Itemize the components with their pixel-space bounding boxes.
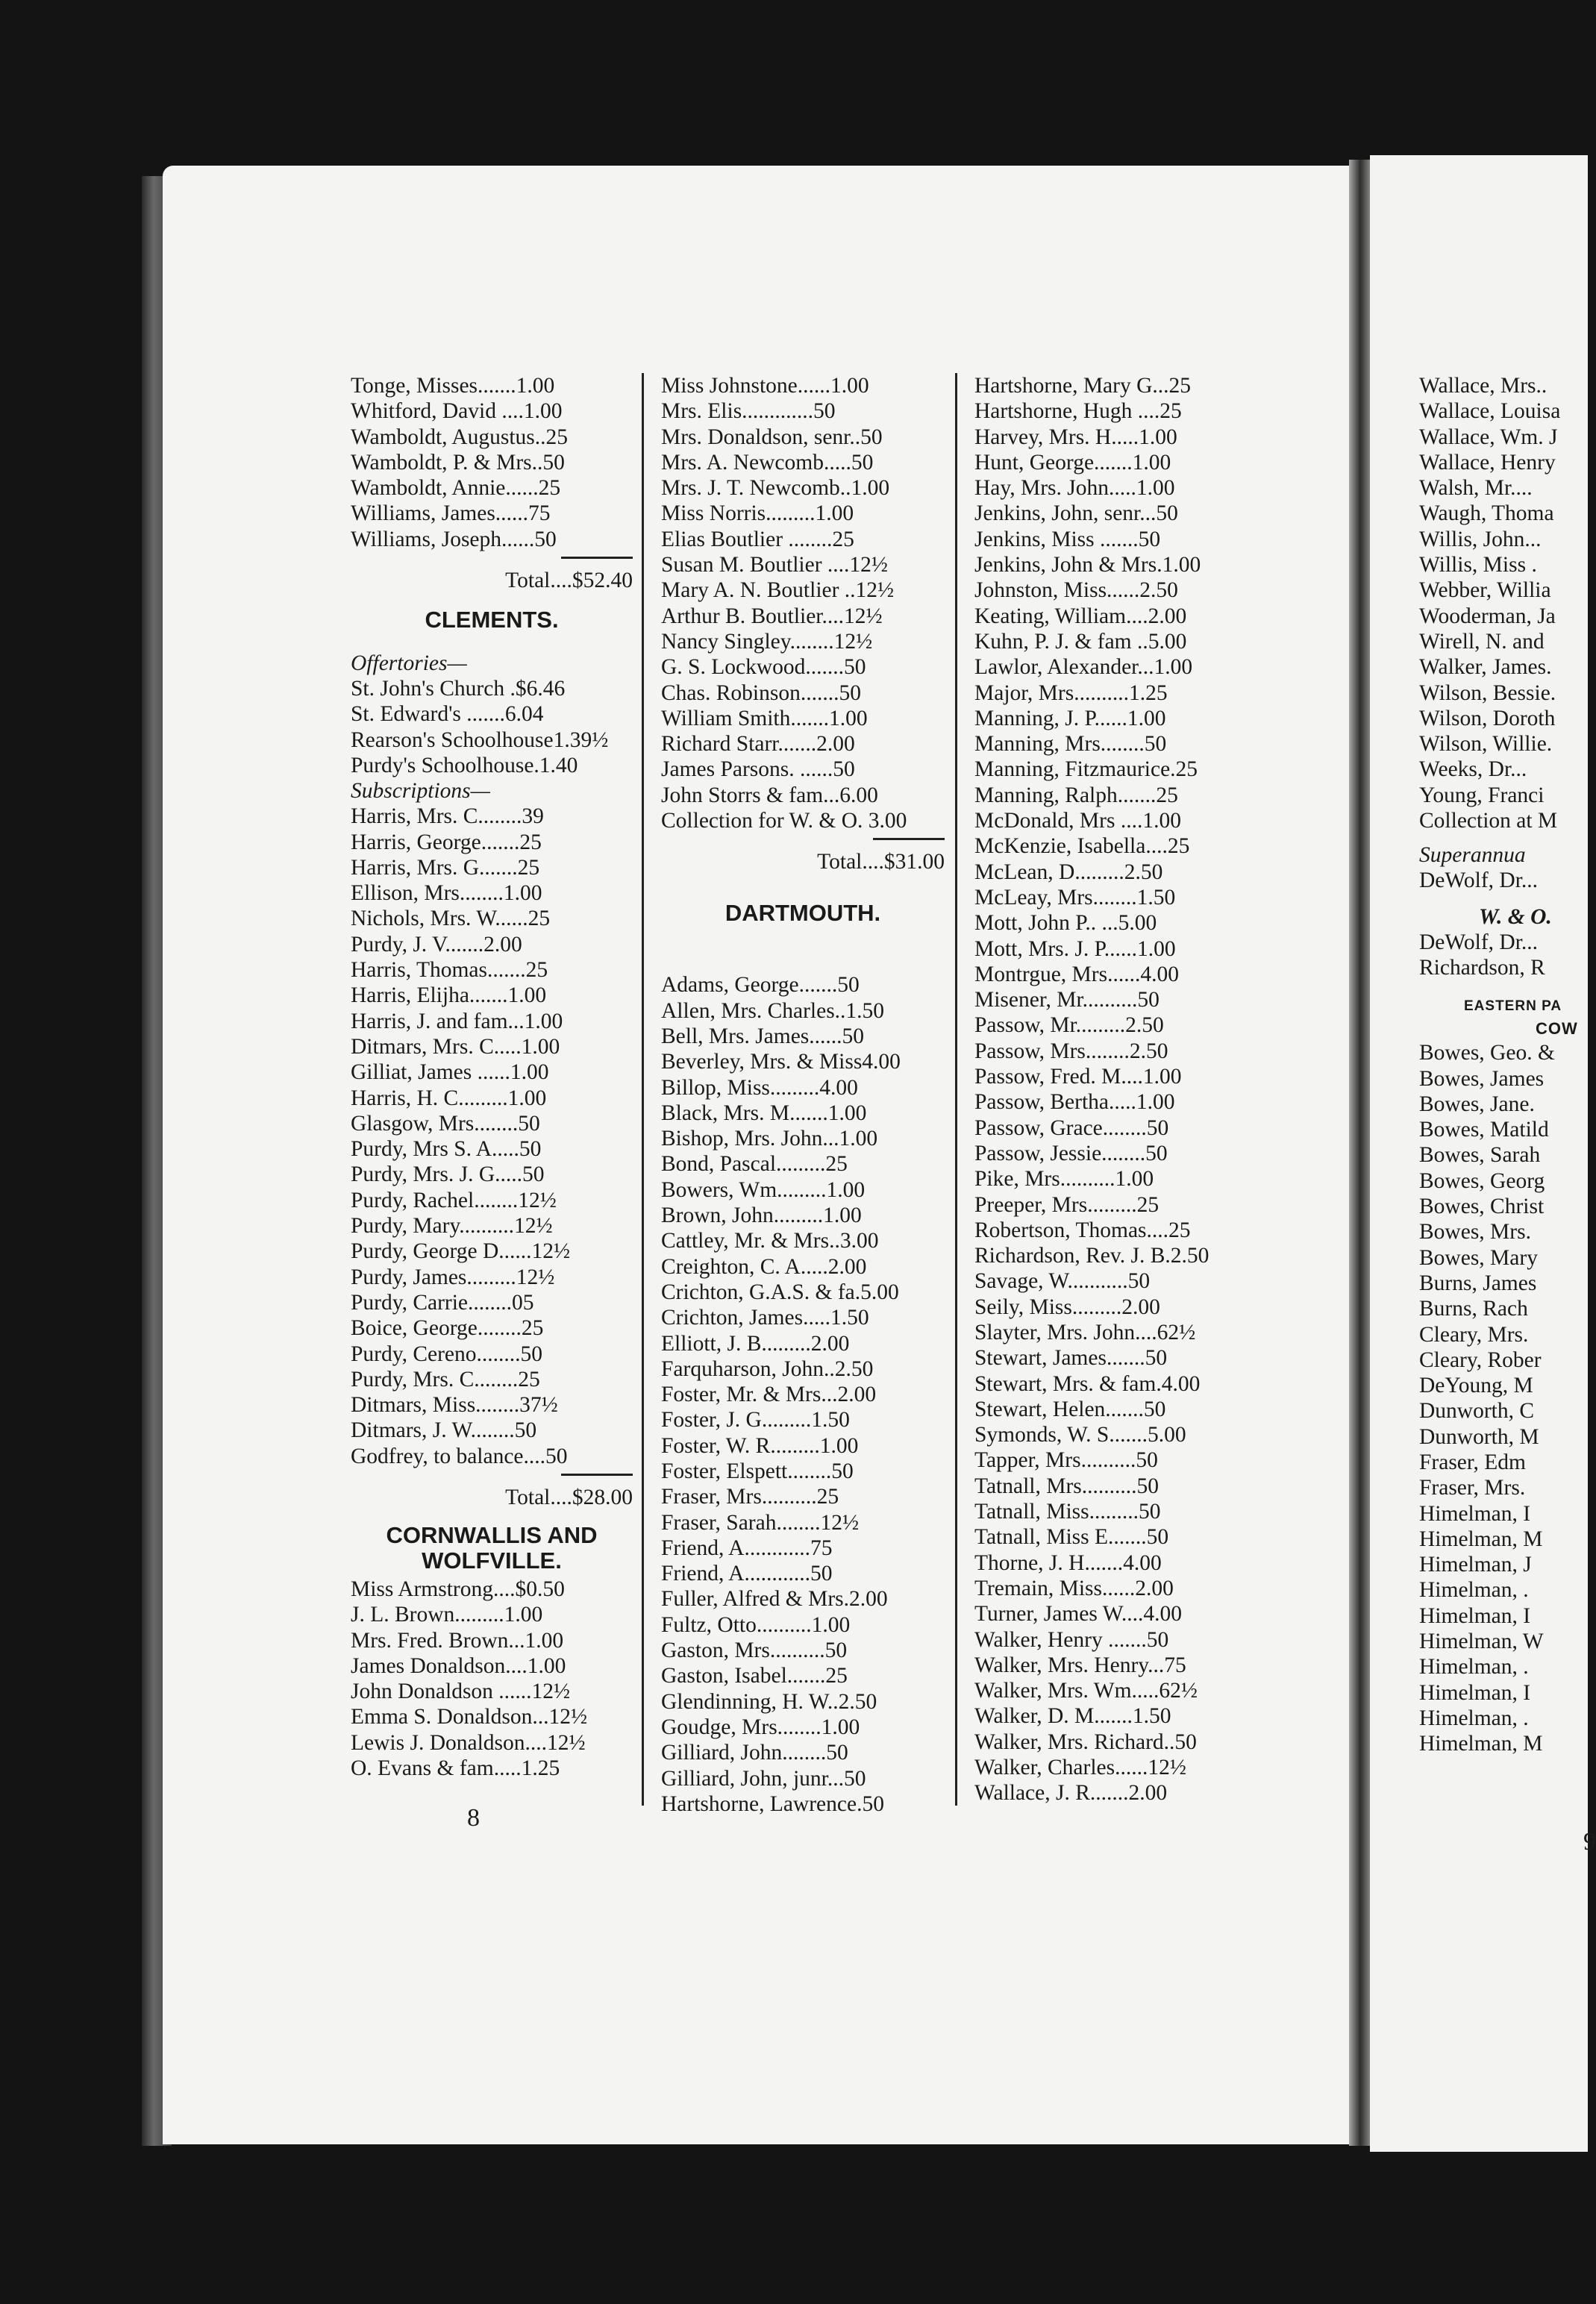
list-entry: Ditmars, J. W........50 (351, 1418, 537, 1443)
book-gutter (1349, 160, 1371, 2146)
list-entry: Tremain, Miss......2.00 (974, 1576, 1174, 1600)
eastern-label-2: COW (1536, 1019, 1578, 1039)
list-entry: James Parsons. ......50 (661, 757, 855, 782)
list-entry: Crichton, G.A.S. & fa.5.00 (661, 1280, 899, 1304)
list-entry: Tatnall, Miss E.......50 (974, 1525, 1169, 1550)
dartmouth-list (661, 972, 945, 1817)
list-entry: Bell, Mrs. James......50 (661, 1024, 865, 1048)
list-entry: Mott, Mrs. J. P......1.00 (974, 936, 1176, 961)
subscriptions-list (351, 804, 633, 1469)
list-entry: Himelman, I (1419, 1680, 1531, 1705)
list-entry: Purdy, Mary..........12½ (351, 1214, 553, 1239)
list-entry: Hunt, George.......1.00 (974, 450, 1171, 475)
list-entry: Mrs. J. T. Newcomb..1.00 (661, 476, 890, 501)
list-entry: Bowes, Christ (1419, 1195, 1545, 1219)
list-entry: Himelman, . (1419, 1578, 1529, 1603)
list-entry: Himelman, W (1419, 1630, 1544, 1654)
list-entry: Lewis J. Donaldson....12½ (351, 1730, 586, 1755)
list-entry: Walsh, Mr.... (1419, 476, 1533, 501)
list-entry: Harvey, Mrs. H.....1.00 (974, 425, 1177, 449)
entries (661, 373, 945, 833)
list-entry: Richardson, Rev. J. B.2.50 (974, 1244, 1209, 1268)
list-entry: Crichton, James.....1.50 (661, 1306, 869, 1330)
list-entry: Himelman, . (1419, 1655, 1529, 1680)
list-entry: Himelman, . (1419, 1706, 1529, 1730)
list-entry: Turner, James W....4.00 (974, 1602, 1182, 1627)
list-entry: Montrgue, Mrs......4.00 (974, 962, 1179, 986)
list-entry: Purdy, Cereno........50 (351, 1342, 543, 1366)
section-heading-cornwallis: CORNWALLIS AND WOLFVILLE. (386, 1521, 598, 1574)
list-entry: Allen, Mrs. Charles..1.50 (661, 998, 885, 1023)
list-entry: Stewart, Helen.......50 (974, 1397, 1166, 1421)
list-entry: Keating, William....2.00 (974, 604, 1187, 628)
list-entry: Ellison, Mrs........1.00 (351, 881, 542, 906)
offertories-list (351, 676, 633, 778)
total-rule (561, 1474, 633, 1482)
offertories-label: Offertories— (351, 651, 467, 676)
list-entry: Tatnall, Mrs..........50 (974, 1474, 1160, 1498)
list-entry: Fraser, Mrs..........25 (661, 1485, 839, 1509)
list-entry: Major, Mrs..........1.25 (974, 680, 1168, 705)
list-entry: Goudge, Mrs........1.00 (661, 1715, 860, 1739)
list-entry: McDonald, Mrs ....1.00 (974, 809, 1181, 833)
list-entry: Cleary, Rober (1419, 1347, 1542, 1372)
list-entry: William Smith.......1.00 (661, 706, 868, 730)
list-entry: Fraser, Sarah........12½ (661, 1510, 860, 1535)
list-entry: Himelman, M (1419, 1732, 1543, 1756)
list-entry: Fultz, Otto..........1.00 (661, 1612, 851, 1637)
list-entry: DeYoung, M (1419, 1374, 1533, 1398)
list-entry: Bowes, James (1419, 1066, 1545, 1091)
list-entry: Walker, Mrs. Henry...75 (974, 1653, 1186, 1677)
list-entry: Emma S. Donaldson...12½ (351, 1705, 588, 1729)
eastern-list (1419, 1040, 1588, 1756)
column-1 (351, 373, 633, 1781)
list-entry: Purdy, Carrie........05 (351, 1290, 534, 1315)
list-entry: Manning, Mrs........50 (974, 732, 1167, 757)
list-entry: Cleary, Mrs. (1419, 1322, 1529, 1347)
list-entry: Burns, James (1419, 1271, 1537, 1295)
list-entry: Kuhn, P. J. & fam ..5.00 (974, 629, 1187, 654)
list-entry: Wilson, Willie. (1419, 732, 1553, 757)
list-entry: Young, Franci (1419, 783, 1545, 807)
list-entry: Misener, Mr..........50 (974, 988, 1160, 1012)
list-entry: Mrs. Fred. Brown...1.00 (351, 1628, 564, 1653)
list-entry: Cattley, Mr. & Mrs..3.00 (661, 1229, 879, 1253)
list-entry: Dunworth, C (1419, 1399, 1535, 1424)
total-amount: Total....$28.00 (505, 1485, 633, 1509)
list-entry: Willis, John... (1419, 527, 1542, 551)
list-entry: McLean, D.........2.50 (974, 860, 1163, 884)
list-entry: Himelman, M (1419, 1527, 1543, 1551)
list-entry: Gaston, Mrs..........50 (661, 1638, 848, 1663)
list-entry: Tonge, Misses.......1.00 (351, 374, 555, 398)
list-entry: Walker, D. M.......1.50 (974, 1704, 1171, 1729)
list-entry: Wamboldt, Augustus..25 (351, 425, 568, 449)
section-heading-dartmouth: DARTMOUTH. (725, 900, 881, 927)
list-entry: Fuller, Alfred & Mrs.2.00 (661, 1587, 888, 1612)
column-4-partial (1419, 373, 1588, 1757)
list-entry: Purdy, Mrs. J. G.....50 (351, 1162, 545, 1187)
list-entry: Black, Mrs. M.......1.00 (661, 1101, 867, 1125)
list-entry: Chas. Robinson.......50 (661, 680, 861, 705)
list-entry: Collection at M (1419, 809, 1558, 833)
list-entry: St. John's Church .$6.46 (351, 677, 566, 701)
list-entry: Wamboldt, P. & Mrs..50 (351, 450, 565, 475)
list-entry: Weeks, Dr... (1419, 757, 1527, 782)
list-entry: Purdy's Schoolhouse.1.40 (351, 753, 578, 777)
list-entry: Ditmars, Mrs. C.....1.00 (351, 1034, 560, 1059)
list-entry: Harris, Elijha.......1.00 (351, 983, 547, 1008)
list-entry: Jenkins, John & Mrs.1.00 (974, 553, 1201, 577)
cornwallis-list (351, 1577, 633, 1781)
list-entry: Manning, Fitzmaurice.25 (974, 757, 1198, 782)
list-entry: Brown, John.........1.00 (661, 1203, 862, 1228)
list-entry: Walker, James. (1419, 655, 1552, 680)
list-entry: Pike, Mrs..........1.00 (974, 1167, 1154, 1192)
list-entry: Bowes, Georg (1419, 1168, 1545, 1193)
list-entry: Hay, Mrs. John.....1.00 (974, 476, 1175, 501)
list-entry: Lawlor, Alexander...1.00 (974, 655, 1193, 680)
page-number-right: 9 (1583, 1828, 1596, 1856)
list-entry: Himelman, I (1419, 1603, 1531, 1628)
entries-a (1419, 373, 1588, 833)
list-entry: O. Evans & fam.....1.25 (351, 1756, 560, 1781)
list-entry: Wilson, Bessie. (1419, 680, 1556, 705)
list-entry: Godfrey, to balance....50 (351, 1444, 568, 1468)
list-entry: Himelman, I (1419, 1501, 1531, 1526)
list-entry: Wilson, Doroth (1419, 706, 1556, 730)
list-entry: Wallace, Louisa (1419, 399, 1561, 424)
list-entry: Savage, W...........50 (974, 1269, 1151, 1294)
list-entry: Thorne, J. H.......4.00 (974, 1550, 1162, 1575)
list-entry: Burns, Rach (1419, 1297, 1528, 1321)
list-entry: Mott, John P.. ...5.00 (974, 911, 1157, 936)
superannuation-label: Superannua (1419, 843, 1526, 868)
list-entry: Hartshorne, Mary G...25 (974, 374, 1192, 398)
list-entry: Miss Armstrong....$0.50 (351, 1577, 565, 1601)
list-entry: Williams, James......75 (351, 501, 551, 526)
list-entry: John Storrs & fam...6.00 (661, 783, 878, 807)
list-entry: McKenzie, Isabella....25 (974, 834, 1190, 859)
list-entry: Hartshorne, Lawrence.50 (661, 1791, 884, 1816)
entries (974, 373, 1258, 1806)
list-entry: DeWolf, Dr... (1419, 930, 1539, 954)
column-3 (974, 373, 1258, 1806)
list-entry: Adams, George.......50 (661, 973, 860, 998)
list-entry: Bowes, Mary (1419, 1245, 1538, 1270)
list-entry: DeWolf, Dr... (1419, 868, 1539, 893)
list-entry: Ditmars, Miss........37½ (351, 1393, 558, 1418)
list-entry: Robertson, Thomas....25 (974, 1218, 1191, 1242)
list-entry: Arthur B. Boutlier....12½ (661, 604, 883, 628)
wo-list (1419, 930, 1588, 981)
section-heading-clements: CLEMENTS. (425, 607, 559, 633)
list-entry: Foster, W. R.........1.00 (661, 1433, 859, 1458)
entries-a (351, 373, 633, 552)
list-entry: Johnston, Miss......2.50 (974, 578, 1178, 603)
total-rule (873, 838, 945, 846)
list-entry: Fraser, Mrs. (1419, 1476, 1526, 1500)
list-entry: Bowes, Jane. (1419, 1092, 1535, 1116)
list-entry: Walker, Mrs. Richard..50 (974, 1729, 1197, 1754)
list-entry: Wamboldt, Annie......25 (351, 476, 561, 501)
list-entry: John Donaldson ......12½ (351, 1680, 571, 1704)
list-entry: Wooderman, Ja (1419, 604, 1556, 628)
list-entry: McLeay, Mrs........1.50 (974, 885, 1176, 910)
list-entry: Slayter, Mrs. John....62½ (974, 1320, 1196, 1344)
page-number-left: 8 (467, 1804, 480, 1832)
superannuation-list (1419, 868, 1588, 893)
list-entry: Symonds, W. S.......5.00 (974, 1423, 1186, 1447)
list-entry: Bowers, Wm.........1.00 (661, 1177, 866, 1202)
list-entry: Harris, H. C.........1.00 (351, 1086, 547, 1110)
list-entry: Gaston, Isabel.......25 (661, 1664, 848, 1688)
list-entry: Webber, Willia (1419, 578, 1551, 603)
list-entry: Gilliat, James ......1.00 (351, 1060, 549, 1085)
list-entry: Bowes, Mrs. (1419, 1220, 1531, 1245)
list-entry: Foster, Elspett........50 (661, 1459, 854, 1483)
total-rule (561, 557, 633, 565)
list-entry: Passow, Jessie........50 (974, 1141, 1168, 1165)
list-entry: Himelman, J (1419, 1553, 1532, 1577)
list-entry: Passow, Mr.........2.50 (974, 1013, 1164, 1038)
list-entry: Bowes, Matild (1419, 1118, 1549, 1142)
list-entry: Whitford, David ....1.00 (351, 399, 563, 424)
list-entry: Harris, Thomas.......25 (351, 958, 548, 983)
list-entry: Wirell, N. and (1419, 629, 1545, 654)
list-entry: Dunworth, M (1419, 1424, 1539, 1449)
list-entry: Miss Johnstone......1.00 (661, 374, 869, 398)
list-entry: Foster, Mr. & Mrs...2.00 (661, 1383, 877, 1407)
list-entry: Passow, Grace........50 (974, 1115, 1169, 1140)
list-entry: Bowes, Sarah (1419, 1143, 1541, 1168)
list-entry: Purdy, Rachel........12½ (351, 1188, 557, 1212)
total-block (351, 1474, 633, 1520)
list-entry: Wallace, Wm. J (1419, 425, 1558, 449)
list-entry: Seily, Miss.........2.00 (974, 1295, 1160, 1319)
list-entry: J. L. Brown.........1.00 (351, 1603, 543, 1627)
list-entry: Glasgow, Mrs........50 (351, 1111, 540, 1136)
list-entry: Richardson, R (1419, 955, 1545, 980)
list-entry: St. Edward's .......6.04 (351, 702, 544, 727)
list-entry: Farquharson, John..2.50 (661, 1356, 874, 1381)
list-entry: Willis, Miss . (1419, 553, 1537, 577)
total-amount: Total....$31.00 (817, 850, 945, 874)
list-entry: Elliott, J. B.........2.00 (661, 1331, 850, 1356)
list-entry: Walker, Henry .......50 (974, 1627, 1169, 1652)
total-amount: Total....$52.40 (505, 569, 633, 593)
total-block (661, 838, 945, 884)
list-entry: Mrs. Donaldson, senr..50 (661, 425, 883, 449)
list-entry: Purdy, Mrs. C........25 (351, 1367, 540, 1392)
list-entry: Walker, Mrs. Wm.....62½ (974, 1679, 1198, 1703)
list-entry: Manning, Ralph.......25 (974, 783, 1178, 807)
list-entry: Walker, Charles......12½ (974, 1756, 1186, 1780)
list-entry: Bishop, Mrs. John...1.00 (661, 1127, 878, 1151)
list-entry: Purdy, James.........12½ (351, 1265, 555, 1289)
list-entry: Purdy, Mrs S. A.....50 (351, 1137, 542, 1162)
list-entry: Rearson's Schoolhouse1.39½ (351, 727, 609, 752)
list-entry: Mary A. N. Boutlier ..12½ (661, 578, 895, 603)
list-entry: Preeper, Mrs.........25 (974, 1192, 1160, 1217)
list-entry: Harris, Mrs. G.......25 (351, 855, 540, 880)
list-entry: Tapper, Mrs..........50 (974, 1448, 1158, 1473)
list-entry: Nichols, Mrs. W......25 (351, 907, 551, 931)
list-entry: Waugh, Thoma (1419, 501, 1554, 526)
list-entry: Mrs. Elis.............50 (661, 399, 836, 424)
list-entry: Fraser, Edm (1419, 1450, 1527, 1474)
list-entry: Gilliard, John, junr...50 (661, 1766, 866, 1791)
column-rule (642, 373, 644, 1806)
list-entry: Stewart, Mrs. & fam.4.00 (974, 1371, 1201, 1396)
list-entry: Passow, Mrs........2.50 (974, 1039, 1168, 1063)
list-entry: Bond, Pascal.........25 (661, 1152, 848, 1177)
list-entry: Passow, Fred. M....1.00 (974, 1065, 1182, 1089)
list-entry: Passow, Bertha.....1.00 (974, 1090, 1175, 1115)
list-entry: Tatnall, Miss.........50 (974, 1500, 1161, 1524)
list-entry: Stewart, James.......50 (974, 1346, 1168, 1371)
list-entry: Creighton, C. A.....2.00 (661, 1254, 867, 1279)
list-entry: Gilliard, John........50 (661, 1741, 848, 1765)
list-entry: Billop, Miss.........4.00 (661, 1075, 858, 1100)
list-entry: Boice, George........25 (351, 1316, 544, 1341)
list-entry: G. S. Lockwood.......50 (661, 655, 866, 680)
eastern-label: EASTERN PA (1464, 998, 1562, 1015)
list-entry: Harris, Mrs. C........39 (351, 804, 544, 829)
list-entry: Miss Norris.........1.00 (661, 501, 854, 526)
list-entry: James Donaldson....1.00 (351, 1653, 566, 1678)
subscriptions-label: Subscriptions— (351, 779, 490, 804)
list-entry: Harris, George.......25 (351, 830, 542, 854)
list-entry: Jenkins, Miss .......50 (974, 527, 1161, 551)
list-entry: Nancy Singley........12½ (661, 629, 873, 654)
list-entry: Manning, J. P......1.00 (974, 706, 1166, 730)
list-entry: Collection for W. & O. 3.00 (661, 809, 907, 833)
list-entry: Jenkins, John, senr...50 (974, 501, 1178, 526)
list-entry: Friend, A............50 (661, 1562, 833, 1586)
list-entry: Susan M. Boutlier ....12½ (661, 553, 889, 577)
list-entry: Bowes, Geo. & (1419, 1041, 1555, 1065)
list-entry: Wallace, Henry (1419, 450, 1556, 475)
list-entry: Beverley, Mrs. & Miss4.00 (661, 1050, 901, 1074)
list-entry: Hartshorne, Hugh ....25 (974, 399, 1182, 424)
column-rule (955, 373, 957, 1806)
list-entry: Harris, J. and fam...1.00 (351, 1009, 563, 1033)
list-entry: Richard Starr.......2.00 (661, 732, 855, 757)
list-entry: Wallace, J. R.......2.00 (974, 1781, 1168, 1806)
list-entry: Purdy, George D......12½ (351, 1239, 571, 1264)
list-entry: Purdy, J. V.......2.00 (351, 932, 522, 957)
total-block (351, 557, 633, 603)
list-entry: Wallace, Mrs.. (1419, 374, 1548, 398)
wo-label: W. & O. (1479, 904, 1552, 929)
column-2 (661, 373, 945, 1817)
list-entry: Williams, Joseph......50 (351, 527, 557, 551)
list-entry: Foster, J. G.........1.50 (661, 1408, 850, 1433)
list-entry: Elias Boutlier ........25 (661, 527, 854, 551)
list-entry: Glendinning, H. W..2.50 (661, 1689, 877, 1714)
list-entry: Mrs. A. Newcomb.....50 (661, 450, 874, 475)
list-entry: Friend, A............75 (661, 1536, 833, 1560)
